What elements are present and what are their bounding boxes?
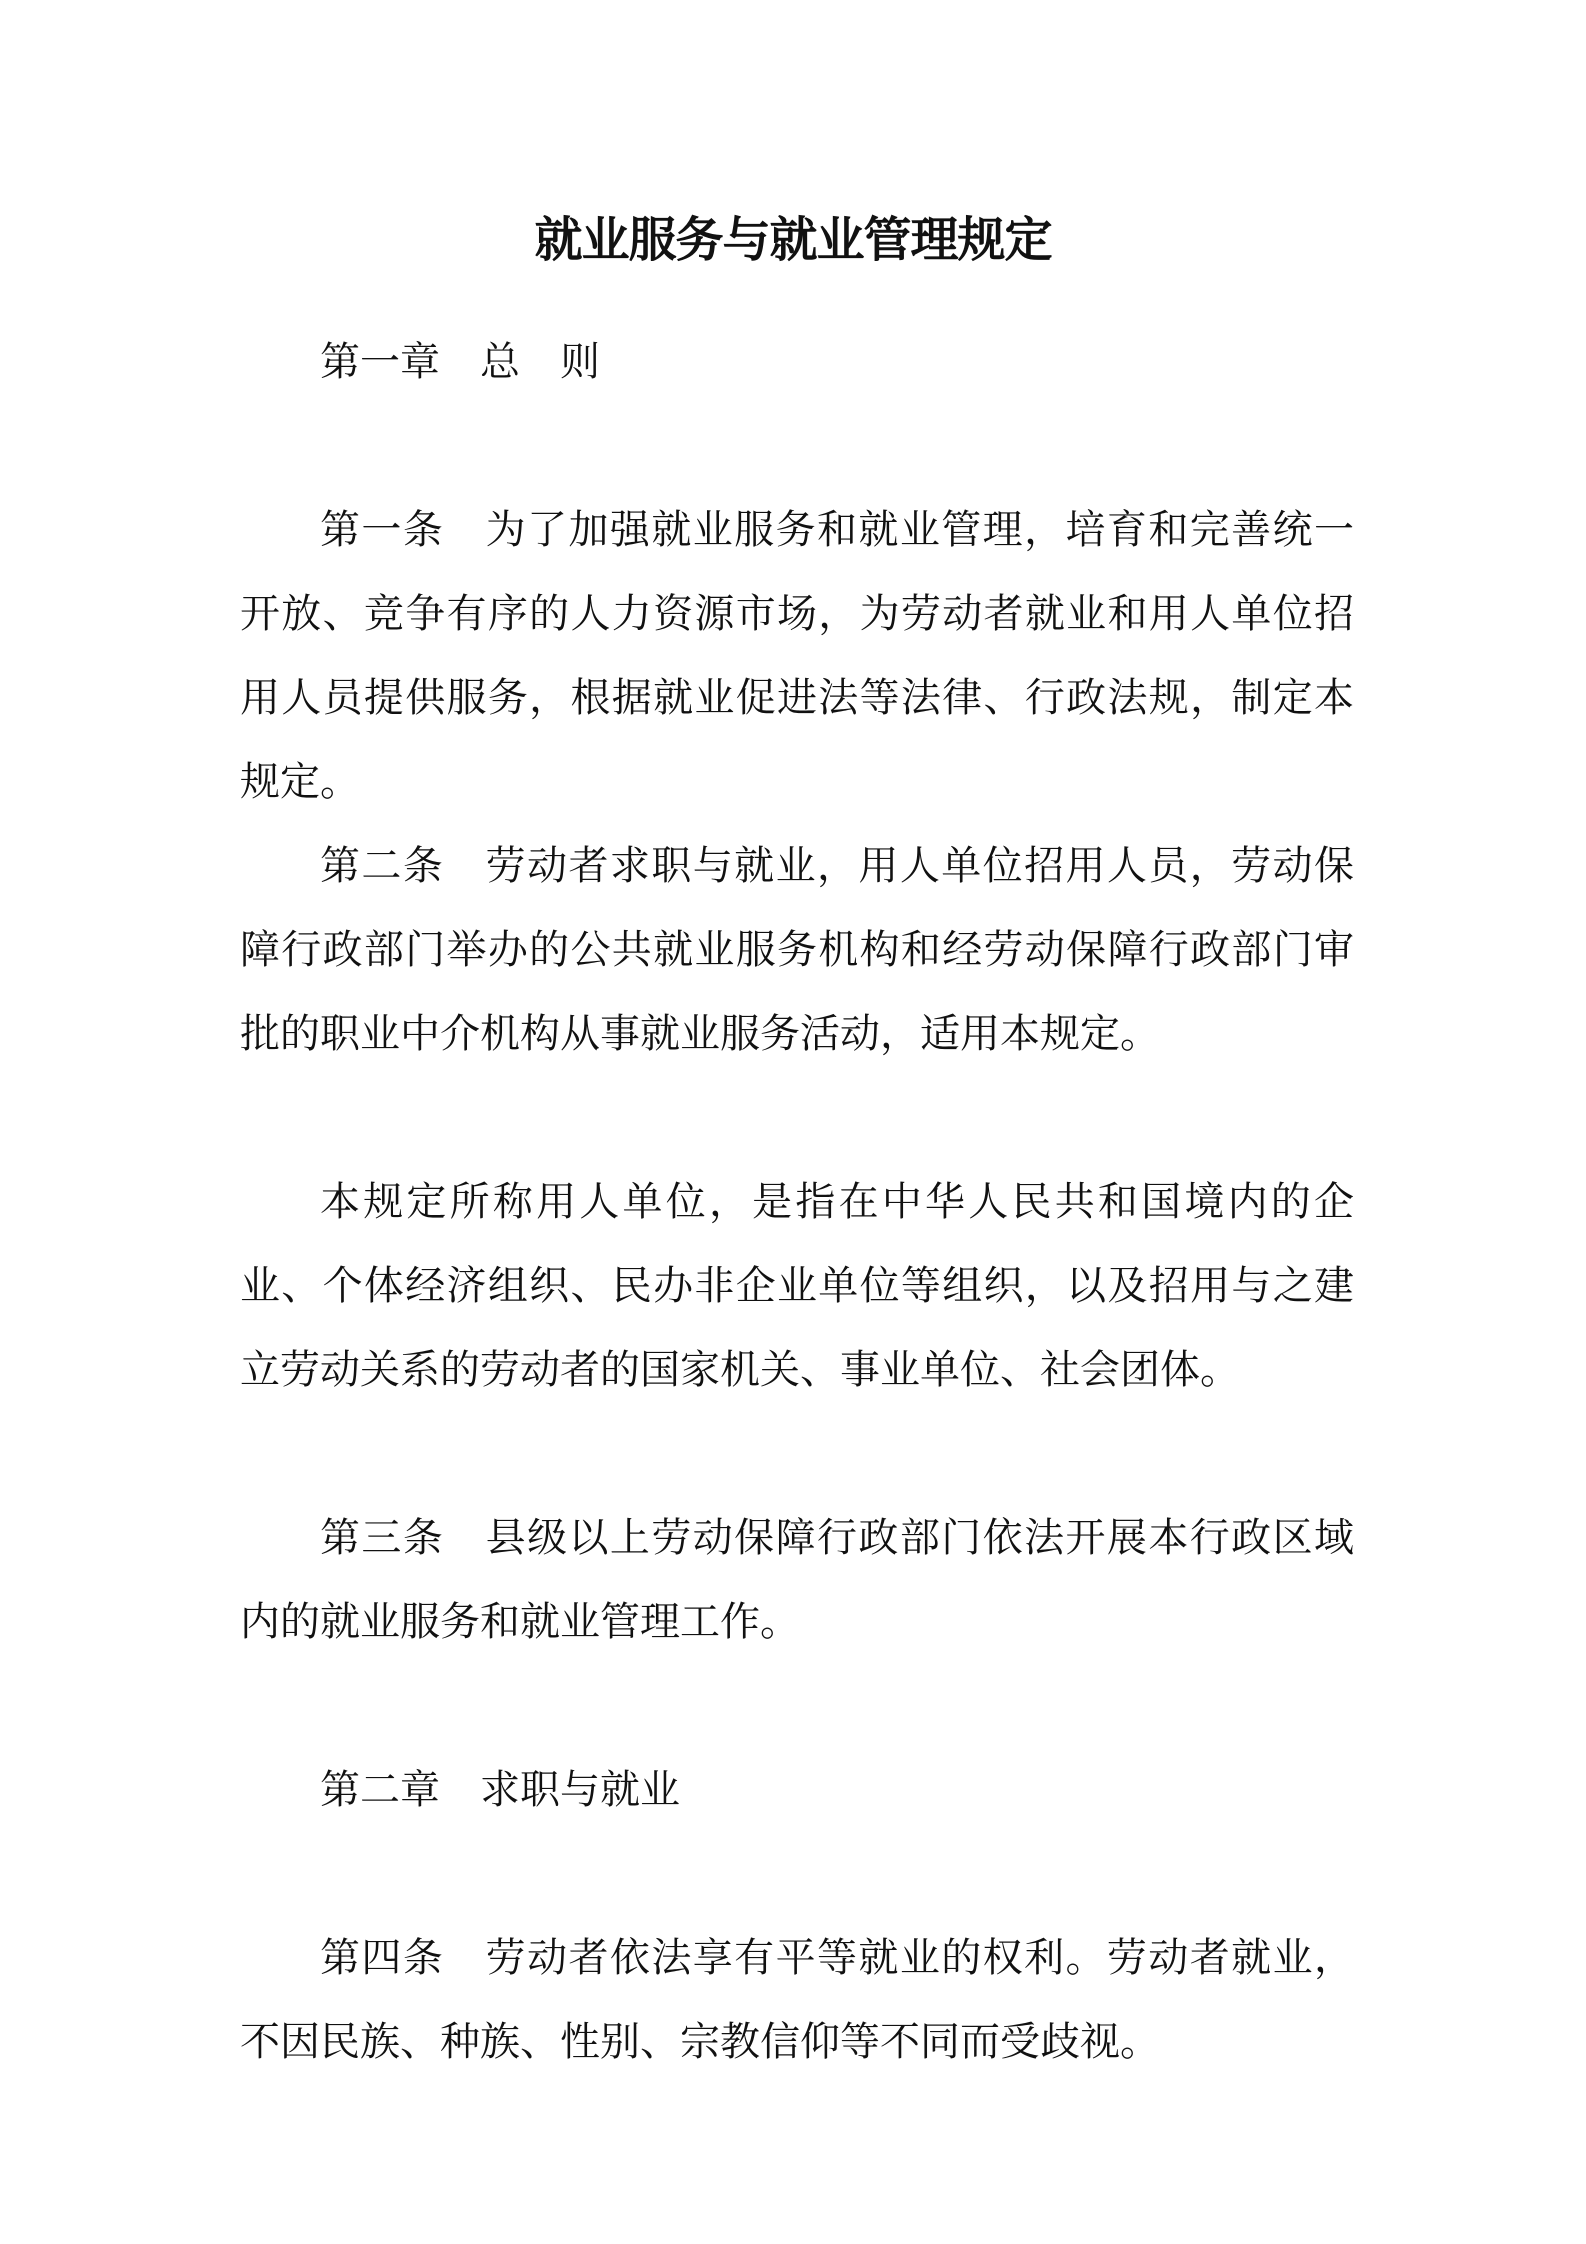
document-title: 就业服务与就业管理规定 <box>534 212 1052 268</box>
article-2 <box>240 824 1354 1076</box>
chapter-1-name: 总 则 <box>480 339 600 385</box>
article-1-label: 第一条 <box>320 507 445 553</box>
article-2-label: 第二条 <box>320 843 445 889</box>
chapter-2-number: 第二章 <box>320 1767 440 1813</box>
article-3-text: 县级以上劳动保障行政部门依法开展本行政区域内的就业服务和就业管理工作。 <box>240 1515 1355 1645</box>
article-2-paragraph-2: 本规定所称用人单位，是指在中华人民共和国境内的企业、个体经济组织、民办非企业单位等组织，以及招用与之建立劳动关系的劳动者的国家机关、事业单位、社会团体。 <box>240 1179 1354 1393</box>
article-4-label: 第四条 <box>320 1935 445 1981</box>
article-2-text: 劳动者求职与就业，用人单位招用人员，劳动保障行政部门举办的公共就业服务机构和经劳动保障行政部门审批的职业中介机构从事就业服务活动，适用本规定。 <box>240 843 1355 1057</box>
article-1-text: 为了加强就业服务和就业管理，培育和完善统一开放、竞争有序的人力资源市场，为劳动者就业和用人单位招用人员提供服务，根据就业促进法等法律、行政法规，制定本规定。 <box>240 507 1355 805</box>
article-4 <box>240 1916 1354 2084</box>
article-4-text: 劳动者依法享有平等就业的权利。劳动者就业，不因民族、种族、性别、宗教信仰等不同而受歧视。 <box>240 1935 1355 2065</box>
chapter-2-heading <box>320 1748 680 1832</box>
article-3 <box>240 1496 1354 1664</box>
chapter-2-name: 求职与就业 <box>480 1767 680 1813</box>
chapter-1-heading <box>320 320 600 404</box>
article-1 <box>240 488 1354 824</box>
article-3-label: 第三条 <box>320 1515 445 1561</box>
chapter-1-number: 第一章 <box>320 339 440 385</box>
